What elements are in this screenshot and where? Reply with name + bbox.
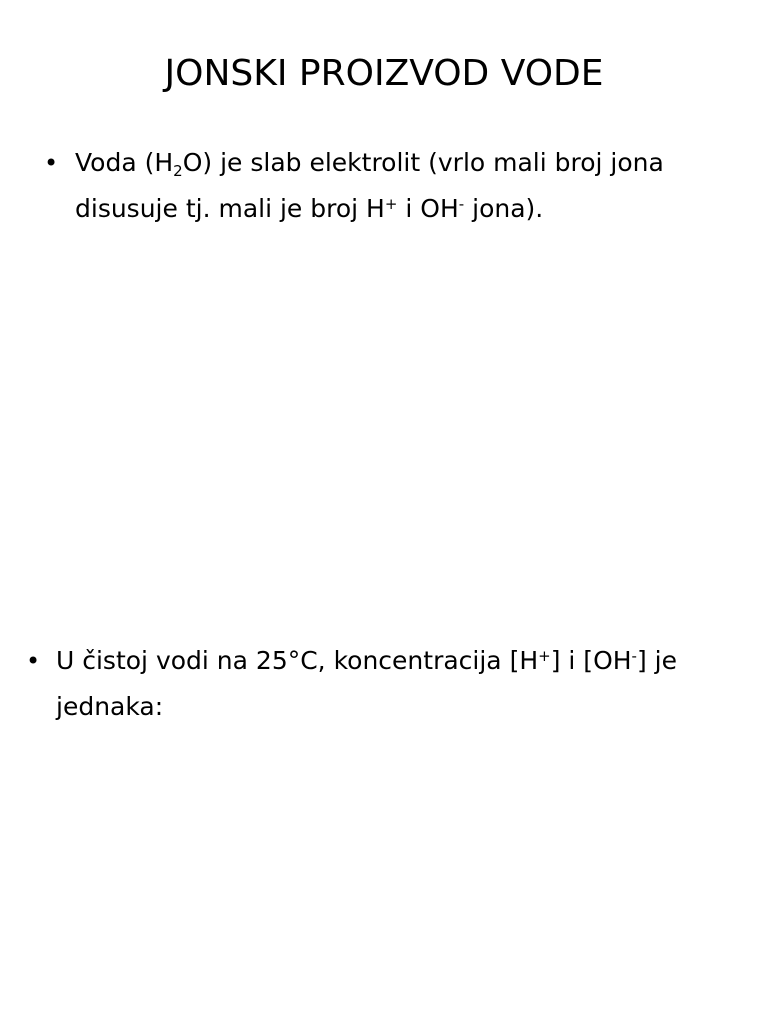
bullet-point: • [26,647,41,675]
text-segment: Voda (H [75,148,174,177]
subscript: 2 [173,162,183,181]
text-segment: jona). [464,194,544,223]
bullet-item-concentration [26,638,756,730]
text-segment: i OH [397,194,459,223]
text-segment: O) je slab elektrolit (vrlo mali broj jona disusuje tj. mali je broj H [75,148,664,223]
bullet-item-water-electrolyte [44,140,724,232]
slide-title: JONSKI PROIZVOD VODE [164,53,604,94]
text-segment: ] je jednaka: [56,646,677,721]
text-segment: U čistoj vodi na 25°C, koncentracija [H [56,646,539,675]
bullet-text [56,638,756,730]
superscript: + [538,646,551,665]
superscript: + [384,194,398,213]
bullet-point: • [44,149,59,177]
text-segment: ] i [OH [550,646,632,675]
bullet-text [75,140,724,232]
superscript: - [458,194,465,213]
superscript: - [631,646,637,665]
